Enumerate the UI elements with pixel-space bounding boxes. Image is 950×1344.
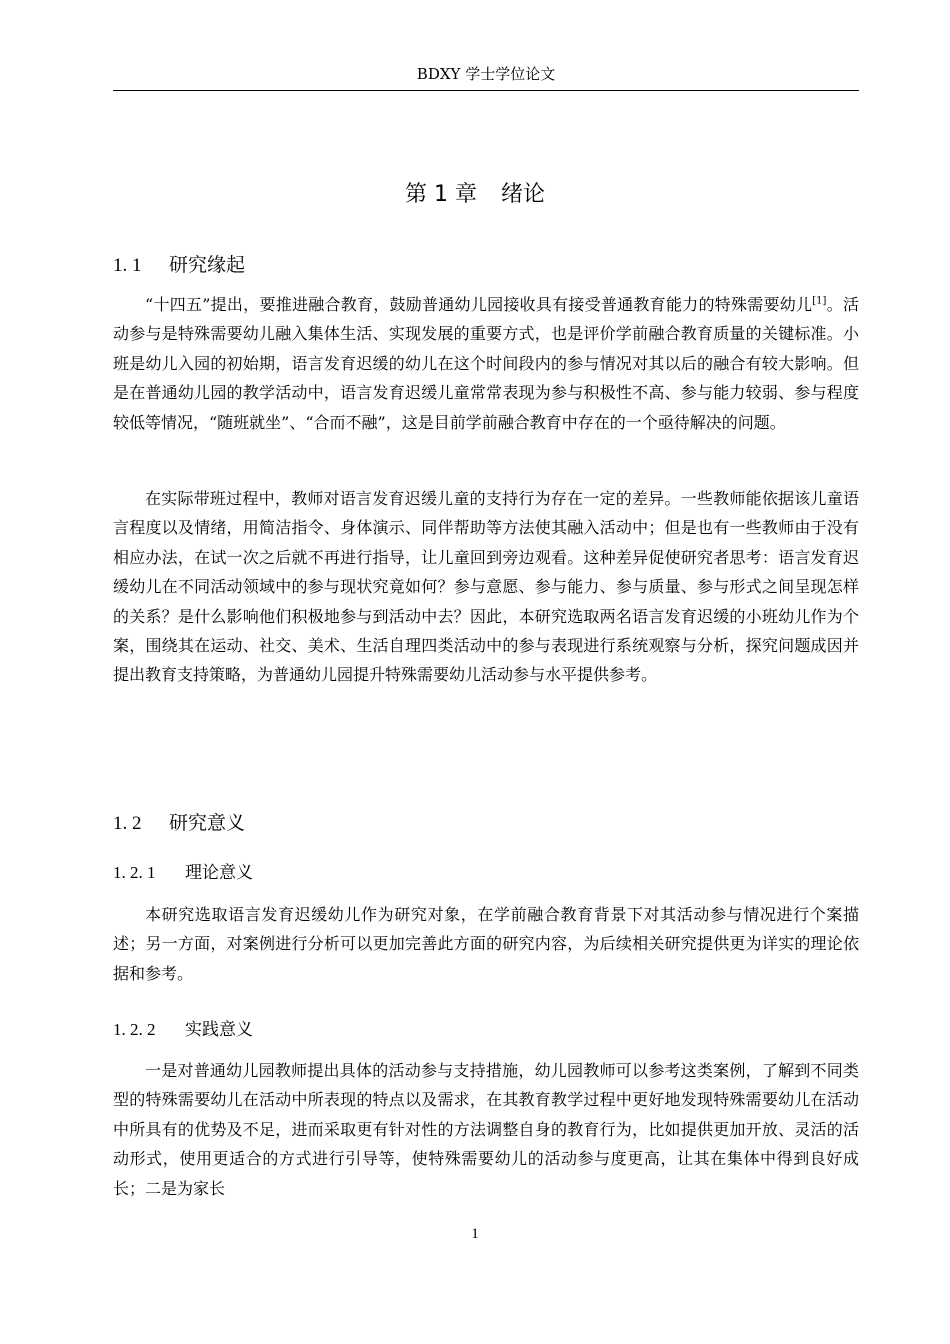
subsection-number: 1. 2. 1 (113, 863, 156, 882)
chapter-number: 第 1 章 (405, 182, 477, 207)
paragraph-text: “十四五”提出，要推进融合教育，鼓励普通幼儿园接收具有接受普通教育能力的特殊需要幼儿 (145, 295, 813, 314)
subsection-heading-1-2-1 (113, 859, 253, 887)
section-title: 研究缘起 (169, 254, 246, 276)
subsection-title: 理论意义 (185, 863, 253, 883)
paragraph-origin-2 (113, 484, 859, 690)
paragraph-text: 本研究选取语言发育迟缓幼儿作为研究对象，在学前融合教育背景下对其活动参与情况进行个案描述；另一方面，对案例进行分析可以更加完善此方面的研究内容，为后续相关研究提供更为详实的理论依据和参考。 (113, 905, 859, 983)
header-title: BDXY 学士学位论文 (416, 65, 556, 83)
running-header (113, 60, 859, 91)
section-title: 研究意义 (169, 812, 246, 834)
paragraph-origin-1 (113, 290, 859, 437)
chapter-heading (0, 178, 950, 212)
section-heading-1-2 (113, 808, 245, 839)
paragraph-text: 在实际带班过程中，教师对语言发育迟缓儿童的支持行为存在一定的差异。一些教师能依据该儿童语言程度以及情绪，用简洁指令、身体演示、同伴帮助等方法使其融入活动中；但是也有一些教师由于没有相应办法，在试一次之后就不再进行指导，让儿童回到旁边观看。这种差异促使研究者思考：语言发育迟缓幼儿在不同活动领域中的参与现状究竟如何？参与意愿、参与能力、参与质量、参与形式之间呈现怎样的关系？是什么影响他们积极地参与到活动中去？因此，本研究选取两名语言发育迟缓的小班幼儿作为个案，围绕其在运动、社交、美术、生活自理四类活动中的参与表现进行系统观察与分析，探究问题成因并提出教育支持策略，为普通幼儿园提升特殊需要幼儿活动参与水平提供参考。 (113, 489, 859, 685)
subsection-number: 1. 2. 2 (113, 1020, 156, 1039)
paragraph-theory (113, 900, 859, 988)
paragraph-text: 一是对普通幼儿园教师提出具体的活动参与支持措施，幼儿园教师可以参考这类案例，了解到不同类型的特殊需要幼儿在活动中所表现的特点以及需求，在其教育教学过程中更好地发现特殊需要幼儿在活动中所具有的优势及不足，进而采取更有针对性的方法调整自身的教育行为，比如提供更加开放、灵活的活动形式，使用更适合的方式进行引导等，使特殊需要幼儿的活动参与度更高，让其在集体中得到良好成长；二是为家长 (113, 1061, 859, 1198)
page-number: 1 (471, 1226, 479, 1242)
subsection-title: 实践意义 (185, 1020, 253, 1040)
subsection-heading-1-2-2 (113, 1016, 253, 1044)
section-number: 1. 2 (113, 813, 142, 834)
section-number: 1. 1 (113, 255, 142, 276)
section-heading-1-1 (113, 250, 245, 281)
chapter-title: 绪论 (500, 182, 545, 207)
citation-ref: [1] (812, 295, 827, 307)
paragraph-practice (113, 1056, 859, 1203)
paragraph-text: 。活动参与是特殊需要幼儿融入集体生活、实现发展的重要方式，也是评价学前融合教育质量的关键标准。小班是幼儿入园的初始期，语言发育迟缓的幼儿在这个时间段内的参与情况对其以后的融合有较大影响。但是在普通幼儿园的教学活动中，语言发育迟缓儿童常常表现为参与积极性不高、参与能力较弱、参与程度较低等情况，“随班就坐”、“合而不融”，这是目前学前融合教育中存在的一个亟待解决的问题。 (113, 295, 859, 432)
